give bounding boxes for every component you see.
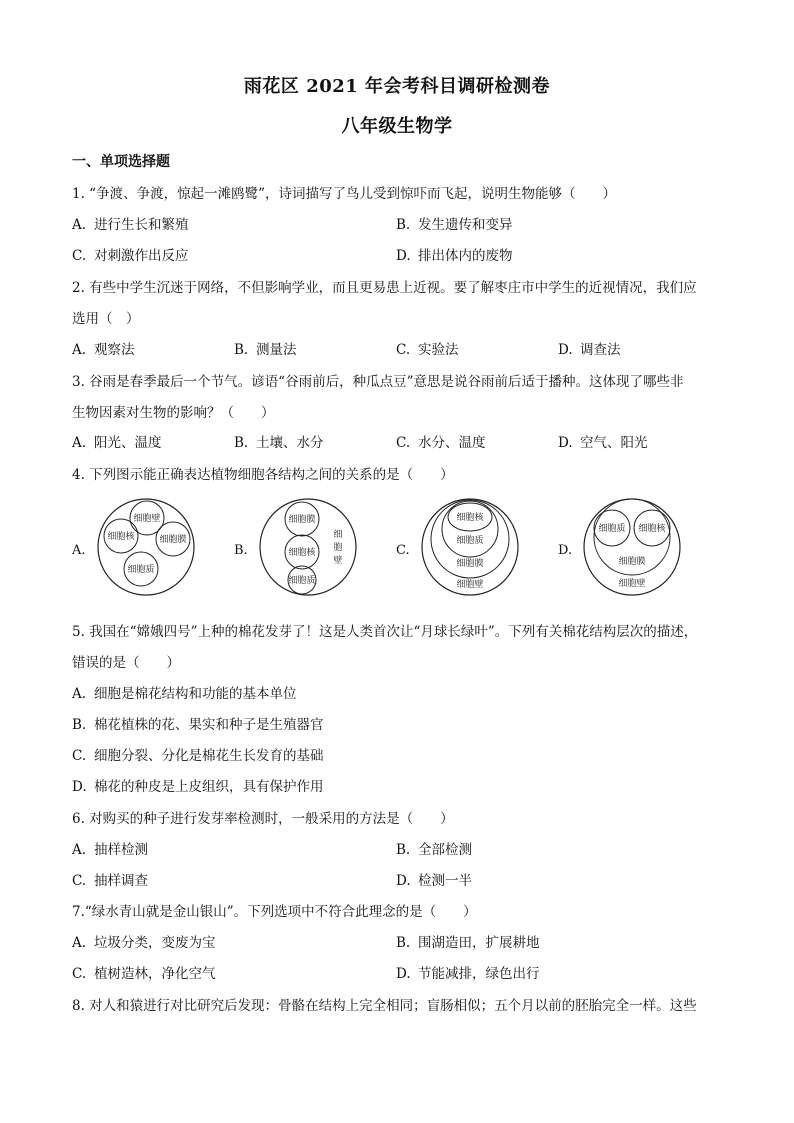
label-cytoplasm: 细胞质 (456, 536, 484, 546)
q6-stem: 6. 对购买的种子进行发芽率检测时，一般采用的方法是（ ） (72, 811, 454, 827)
label-wall-3: 壁 (333, 556, 343, 566)
label-wall: 细胞壁 (456, 580, 484, 590)
q8-stem: 8. 对人和猿进行对比研究后发现：骨骼在结构上完全相同；盲肠相似；五个月以前的胚胎完全一样。这些 (72, 998, 697, 1014)
q4-label-b: B. (234, 543, 248, 558)
label-wall-1: 细 (333, 530, 343, 540)
q5-option-b: B. 棉花植株的花、果实和种子是生殖器官 (72, 717, 324, 733)
q6-option-a: A. 抽样检测 (72, 842, 148, 858)
label-membrane: 细胞膜 (288, 515, 316, 525)
q6-option-d: D. 检测一半 (396, 873, 472, 889)
q7-option-c: C. 植树造林，净化空气 (72, 966, 216, 982)
q3-stem-line2: 生物因素对生物的影响？（ ） (72, 405, 275, 421)
q2-option-b: B. 测量法 (234, 342, 297, 358)
q5-stem-line2: 错误的是（ ） (72, 655, 180, 671)
q1-option-d: D. 排出体内的废物 (396, 248, 513, 264)
label-cytoplasm: 细胞质 (288, 576, 316, 586)
q5-stem-line1: 5. 我国在“嫦娥四号”上种的棉花发芽了！这是人类首次让“月球长绿叶”。下列有关棉花结构层次的描述， (72, 624, 698, 640)
q2-option-d: D. 调查法 (558, 342, 621, 358)
q1-option-b: B. 发生遗传和变异 (396, 217, 513, 233)
label-nucleus: 细胞核 (107, 532, 135, 542)
cell-diagram-b (256, 497, 360, 597)
q3-option-a: A. 阳光、温度 (72, 435, 162, 451)
q3-stem-line1: 3. 谷雨是春季最后一个节气。谚语“谷雨前后，种瓜点豆”意思是说谷雨前后适于播种。这体现了哪些非 (72, 374, 684, 390)
q4-stem: 4. 下列图示能正确表达植物细胞各结构之间的关系的是（ ） (72, 467, 454, 483)
label-wall: 细胞壁 (133, 514, 161, 524)
label-cytoplasm: 细胞质 (598, 524, 626, 534)
q5-option-c: C. 细胞分裂、分化是棉花生长发育的基础 (72, 748, 324, 764)
cytoplasm-circle (442, 501, 498, 557)
q1-stem: 1. “争渡、争渡，惊起一滩鸥鹭”，诗词描写了鸟儿受到惊吓而飞起，说明生物能够（ ） (72, 186, 616, 202)
cell-diagram-c (418, 497, 522, 597)
q6-option-b: B. 全部检测 (396, 842, 472, 858)
label-nucleus: 细胞核 (456, 513, 484, 523)
label-wall-2: 胞 (333, 543, 343, 553)
label-membrane: 细胞膜 (159, 535, 187, 545)
q7-stem: 7.“绿水青山就是金山银山”。下列选项中不符合此理念的是（ ） (72, 904, 477, 920)
exam-title: 雨花区 2021 年会考科目调研检测卷 (243, 76, 551, 97)
q4-label-c: C. (396, 543, 410, 558)
label-cytoplasm: 细胞质 (127, 565, 155, 575)
label-nucleus: 细胞核 (638, 524, 666, 534)
label-nucleus: 细胞核 (288, 548, 316, 558)
q3-option-c: C. 水分、温度 (396, 435, 486, 451)
q1-option-a: A. 进行生长和繁殖 (72, 217, 189, 233)
q5-option-d: D. 棉花的种皮是上皮组织，具有保护作用 (72, 779, 324, 795)
q7-option-b: B. 围湖造田，扩展耕地 (396, 935, 540, 951)
q3-option-b: B. 土壤、水分 (234, 435, 324, 451)
q2-stem-line1: 2. 有些中学生沉迷于网络，不但影响学业，而且更易患上近视。要了解枣庄市中学生的近视情况，我们应 (72, 280, 697, 296)
label-membrane: 细胞膜 (456, 559, 484, 569)
cell-diagram-d (580, 497, 684, 597)
section-heading: 一、单项选择题 (72, 154, 170, 170)
label-membrane: 细胞膜 (618, 557, 646, 567)
q5-option-a: A. 细胞是棉花结构和功能的基本单位 (72, 686, 297, 702)
q2-option-a: A. 观察法 (72, 342, 135, 358)
q4-label-d: D. (558, 543, 573, 558)
q2-stem-line2: 选用（ ） (72, 311, 140, 327)
q2-option-c: C. 实验法 (396, 342, 459, 358)
label-wall: 细胞壁 (618, 579, 646, 589)
q6-option-c: C. 抽样调查 (72, 873, 148, 889)
cell-diagram-a (94, 497, 198, 597)
q1-option-c: C. 对刺激作出反应 (72, 248, 189, 264)
exam-subtitle: 八年级生物学 (341, 116, 453, 137)
q3-option-d: D. 空气、阳光 (558, 435, 648, 451)
q7-option-a: A. 垃圾分类，变废为宝 (72, 935, 216, 951)
q7-option-d: D. 节能减排，绿色出行 (396, 966, 540, 982)
q4-label-a: A. (72, 543, 86, 558)
